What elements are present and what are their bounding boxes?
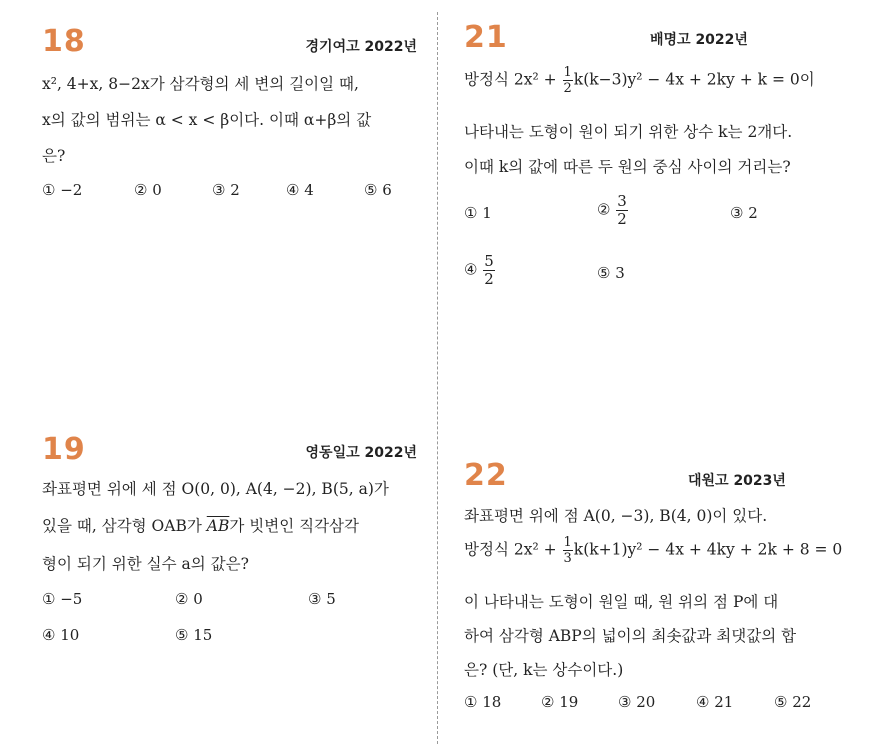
problem-text-line <box>464 536 842 565</box>
fraction <box>483 254 495 287</box>
fraction-denominator: 2 <box>484 270 494 288</box>
answer-choice[interactable]: ③ 2 <box>730 204 758 222</box>
fraction-denominator: 3 <box>563 551 572 566</box>
fraction <box>616 194 628 227</box>
answer-choice[interactable]: ④ 4 <box>286 181 314 199</box>
answer-choice[interactable]: ② 0 <box>175 590 203 608</box>
answer-choice[interactable]: ③ 2 <box>212 181 240 199</box>
text-segment: k(k+1)y² − 4x + 4ky + 2k + 8 = 0 <box>573 540 843 559</box>
problem-text-line: 하여 삼각형 ABP의 넓이의 최솟값과 최댓값의 합 <box>464 627 797 645</box>
text-segment: 방정식 2x² + <box>464 540 562 559</box>
problem-text-line: 나타내는 도형이 원이 되기 위한 상수 k는 2개다. <box>464 123 793 141</box>
answer-choice[interactable]: ④ 10 <box>42 626 80 644</box>
problem-number: 22 <box>464 458 508 493</box>
problem-number: 18 <box>42 24 86 59</box>
choice-label: ④ <box>464 260 478 279</box>
problem-text-line: x², 4+x, 8−2x가 삼각형의 세 변의 길이일 때, <box>42 75 359 93</box>
problem-text-line: 좌표평면 위에 점 A(0, −3), B(4, 0)이 있다. <box>464 507 768 525</box>
answer-choice[interactable]: ② 19 <box>541 693 579 711</box>
fraction-numerator: 5 <box>484 252 494 270</box>
answer-choice[interactable]: ⑤ 3 <box>597 264 625 282</box>
problem-text-line: 이때 k의 값에 따른 두 원의 중심 사이의 거리는? <box>464 158 791 176</box>
problem-text-line: 은? (단, k는 상수이다.) <box>464 661 624 679</box>
text-segment: 있을 때, 삼각형 OAB가 <box>42 517 207 535</box>
answer-choice[interactable]: ② 0 <box>134 181 162 199</box>
segment-ab-overline: $\overline{AB}$ <box>206 517 230 535</box>
problem-source: 영동일고 2022년 <box>305 445 417 461</box>
answer-choice[interactable]: ③ 5 <box>308 590 336 608</box>
problem-21 <box>464 20 859 300</box>
problem-text-line: x의 값의 범위는 α < x < β이다. 이때 α+β의 값 <box>42 111 372 129</box>
text-segment: 가 빗변인 직각삼각 <box>229 517 359 535</box>
answer-choice[interactable]: ① −5 <box>42 590 83 608</box>
answer-choice[interactable]: ① −2 <box>42 181 83 199</box>
answer-choice[interactable]: ⑤ 22 <box>774 693 812 711</box>
problem-text-line: 이 나타내는 도형이 원일 때, 원 위의 점 P에 대 <box>464 593 779 611</box>
problem-22 <box>464 458 859 718</box>
problem-source: 대원고 2023년 <box>688 473 786 489</box>
fraction-denominator: 2 <box>617 210 627 228</box>
fraction <box>563 536 573 565</box>
problem-text-line: 좌표평면 위에 세 점 O(0, 0), A(4, −2), B(5, a)가 <box>42 480 389 498</box>
fraction-numerator: 1 <box>563 535 572 550</box>
problem-text-line <box>42 514 359 536</box>
problem-source: 배명고 2022년 <box>650 32 748 48</box>
answer-choice[interactable]: ① 1 <box>464 204 492 222</box>
problem-source: 경기여고 2022년 <box>305 39 417 55</box>
answer-choice[interactable]: ① 18 <box>464 693 502 711</box>
problem-18 <box>42 24 427 214</box>
fraction-numerator: 3 <box>617 192 627 210</box>
answer-choice[interactable] <box>597 194 629 227</box>
fraction-numerator: 1 <box>563 65 572 80</box>
answer-choice[interactable]: ③ 20 <box>618 693 656 711</box>
answer-choice[interactable]: ④ 21 <box>696 693 734 711</box>
column-divider <box>437 12 438 744</box>
problem-text-line: 은? <box>42 147 66 165</box>
answer-choice[interactable]: ⑤ 15 <box>175 626 213 644</box>
problem-text-line: 형이 되기 위한 실수 a의 값은? <box>42 555 249 573</box>
text-segment: k(k−3)y² − 4x + 2ky + k = 0이 <box>573 70 815 89</box>
problem-number: 21 <box>464 20 508 55</box>
choice-label: ② <box>597 200 611 219</box>
fraction-denominator: 2 <box>563 81 572 96</box>
problem-19 <box>42 432 427 652</box>
answer-choice[interactable]: ⑤ 6 <box>364 181 392 199</box>
fraction <box>563 66 573 95</box>
text-segment: 방정식 2x² + <box>464 70 562 89</box>
problem-text-line <box>464 66 815 95</box>
problem-number: 19 <box>42 432 86 467</box>
answer-choice[interactable] <box>464 254 496 287</box>
